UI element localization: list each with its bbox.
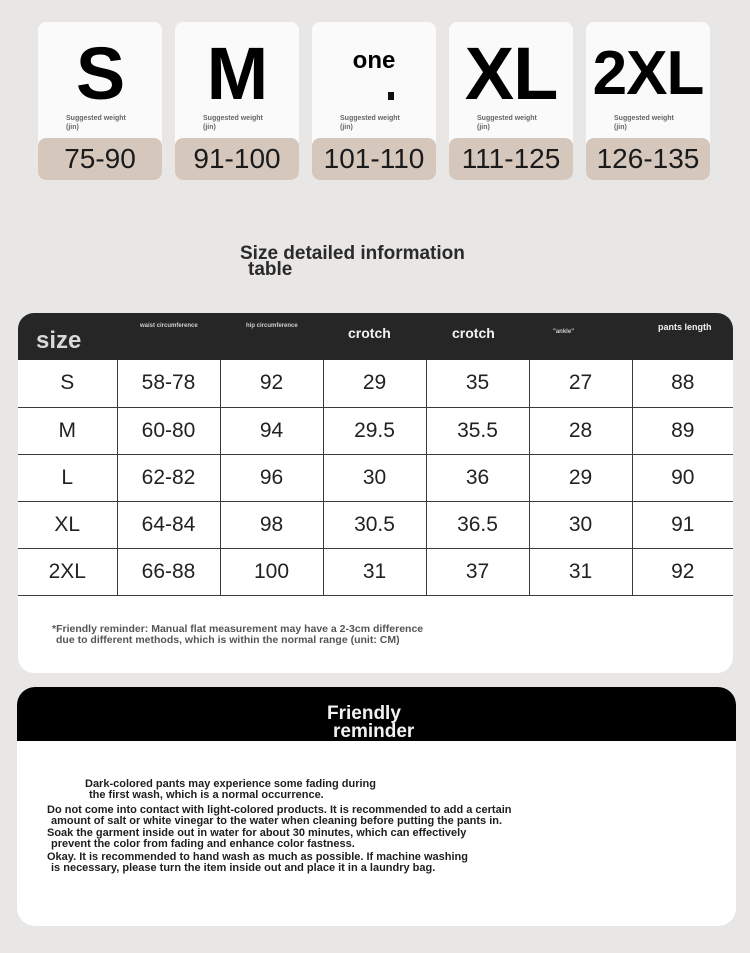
weight-hint: Suggested weight (jin) (203, 115, 263, 131)
measurement-cell: 92 (632, 548, 733, 595)
measurement-cell: 91 (632, 501, 733, 548)
weight-range: 91-100 (175, 138, 299, 180)
size-label: 2XL (592, 39, 704, 108)
weight-hint: Suggested weight (jin) (340, 115, 400, 131)
table-row (18, 360, 733, 407)
measurement-cell: 37 (426, 548, 529, 595)
size-cell: M (18, 407, 117, 454)
reminder-p1-line1: Dark-colored pants may experience some fading during (85, 778, 376, 790)
measurement-cell: 29 (529, 454, 632, 501)
reminder-p2-line1: Do not come into contact with light-colored products. It is recommended to add a certain (47, 804, 512, 816)
header-crotch-1: crotch (348, 325, 391, 341)
reminder-p3-line1: Soak the garment inside out in water for about 30 minutes, which can effectively (47, 827, 467, 839)
reminder-panel (17, 687, 736, 926)
table-row (18, 501, 733, 548)
measurement-cell: 96 (220, 454, 323, 501)
size-cell: S (18, 360, 117, 407)
size-label: XL (464, 32, 558, 115)
size-card-one (312, 22, 436, 180)
table-row (18, 454, 733, 501)
section-title-line1: Size detailed information (240, 243, 465, 264)
measurement-cell: 29 (323, 360, 426, 407)
measurement-cell: 27 (529, 360, 632, 407)
reminder-title-line2: reminder (333, 721, 415, 742)
size-table-panel (18, 313, 733, 673)
measurement-cell: 35.5 (426, 407, 529, 454)
reminder-p1-line2: the first wash, which is a normal occurrence. (89, 788, 324, 801)
weight-range: 111-125 (449, 138, 573, 180)
size-cell: 2XL (18, 548, 117, 595)
reminder-p2-line2: amount of salt or white vinegar to the water when cleaning before putting the pants in. (51, 814, 503, 827)
note-line2: due to different methods, which is within the normal range (unit: CM) (56, 634, 400, 646)
section-title-line2: table (248, 259, 293, 280)
measurement-cell: 66-88 (117, 548, 220, 595)
measurement-cell: 28 (529, 407, 632, 454)
measurement-note (52, 624, 423, 646)
measurement-cell: 62-82 (117, 454, 220, 501)
reminder-paragraph-4 (47, 852, 468, 873)
reminder-p4-line1: Okay. It is recommended to hand wash as much as possible. If machine washing (47, 851, 468, 863)
size-card-xl (449, 22, 573, 180)
measurement-cell: 29.5 (323, 407, 426, 454)
measurement-cell: 30 (323, 454, 426, 501)
measurement-cell: 94 (220, 407, 323, 454)
weight-hint: Suggested weight (jin) (66, 115, 126, 131)
reminder-p3-line2: prevent the color from fading and enhance color fastness. (51, 837, 355, 850)
measurement-cell: 30 (529, 501, 632, 548)
size-cell: L (18, 454, 117, 501)
measurement-cell: 64-84 (117, 501, 220, 548)
table-row (18, 407, 733, 454)
header-size: size (36, 327, 82, 354)
measurement-cell: 88 (632, 360, 733, 407)
weight-hint: Suggested weight (jin) (614, 115, 674, 131)
table-header (18, 313, 733, 360)
reminder-title-line1: Friendly (327, 703, 401, 724)
size-cards (38, 22, 712, 180)
measurement-cell: 98 (220, 501, 323, 548)
measurement-cell: 36.5 (426, 501, 529, 548)
dot-mark (388, 92, 394, 100)
size-card-s (38, 22, 162, 180)
size-label: S (75, 32, 125, 115)
size-label: M (206, 32, 268, 115)
reminder-paragraph-1 (85, 779, 376, 800)
size-card-2xl (586, 22, 710, 180)
weight-range: 101-110 (312, 138, 436, 180)
reminder-p4-line2: is necessary, please turn the item inside out and place it in a laundry bag. (51, 861, 436, 874)
weight-hint: Suggested weight (jin) (477, 115, 537, 131)
measurement-cell: 35 (426, 360, 529, 407)
reminder-title (327, 705, 414, 741)
size-table (18, 360, 733, 596)
size-label: one (352, 47, 396, 74)
reminder-paragraph-2 (47, 805, 512, 826)
size-cell: XL (18, 501, 117, 548)
measurement-cell: 31 (529, 548, 632, 595)
header-crotch-2: crotch (452, 325, 495, 341)
measurement-cell: 58-78 (117, 360, 220, 407)
note-line1: *Friendly reminder: Manual flat measurement may have a 2-3cm difference (52, 623, 424, 635)
measurement-cell: 89 (632, 407, 733, 454)
header-pants-length: pants length (658, 322, 712, 332)
size-card-m (175, 22, 299, 180)
header-ankle: "ankle" (553, 329, 575, 335)
measurement-cell: 92 (220, 360, 323, 407)
section-title (240, 243, 530, 280)
header-hip: hip circumference (246, 323, 298, 329)
measurement-cell: 31 (323, 548, 426, 595)
measurement-cell: 100 (220, 548, 323, 595)
measurement-cell: 90 (632, 454, 733, 501)
measurement-cell: 36 (426, 454, 529, 501)
reminder-paragraph-3 (47, 828, 466, 849)
weight-range: 75-90 (38, 138, 162, 180)
measurement-cell: 60-80 (117, 407, 220, 454)
table-row (18, 548, 733, 595)
header-waist: waist circumference (140, 323, 198, 329)
weight-range: 126-135 (586, 138, 710, 180)
measurement-cell: 30.5 (323, 501, 426, 548)
